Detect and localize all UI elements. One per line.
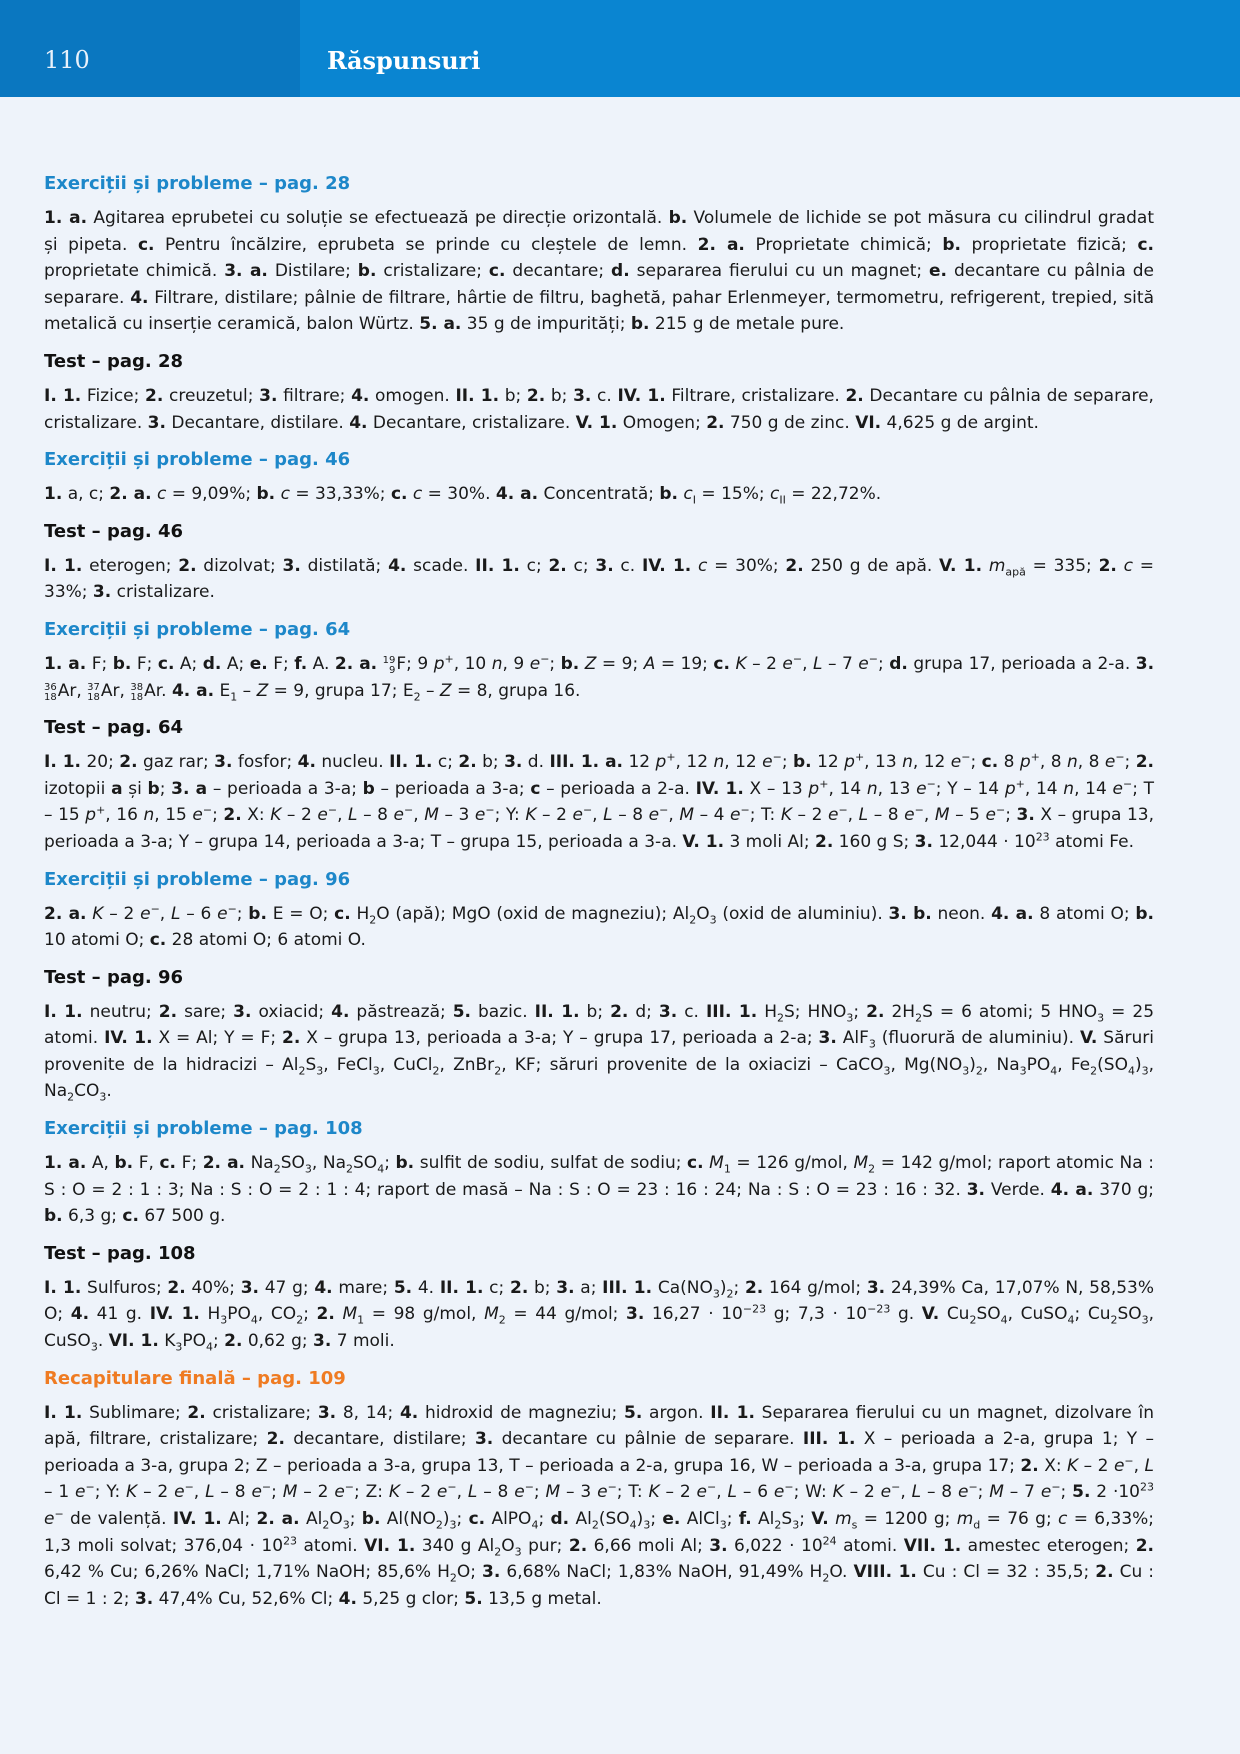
section-heading: Test – pag. 28 <box>44 350 184 372</box>
section-answers: I. 1. Sulfuros; 2. 40%; 3. 47 g; 4. mare; 5. 4. II. 1. c; 2. b; 3. a; III. 1. $Ca(NO_3)_2$; 2. 164 g/mol; 3. 24,39% Ca, 17,07% N, 58,53% O; 4. 41 g. IV. 1. $H_3PO_4$, $CO_2$; 2. $M_1 = 98$ g/mol, $M_2 = 44$ g/mol; 3. $16,27 \cdot 10^{-23}$ g; $7,3 \cdot 10^{-23}$ g. V. $Cu_2SO_4$, CuSO$_4$; $Cu_2SO_3$, CuSO$_3$. VI. 1. $K_3PO_4$; 2. 0,62 g; 3. 7 moli. <box>44 1277 1155 1354</box>
section-answers: 1. a, c; 2. a. c = 9,09%; b. c = 33,33%; c. c = 30%. 4. a. Concentrată; b. $c_I = 15\%$; $c_{II} = 22,72\%$. <box>44 484 882 507</box>
answer-section <box>44 172 1154 338</box>
section-heading: Exerciții și probleme – pag. 28 <box>44 173 351 194</box>
page-number-block <box>0 0 300 97</box>
answer-section <box>44 716 1154 855</box>
section-heading: Exerciții și probleme – pag. 96 <box>44 868 351 890</box>
section-heading: Test – pag. 46 <box>44 520 184 542</box>
page-number: 110 <box>44 46 90 74</box>
answer-section <box>44 868 1154 954</box>
answer-section <box>44 618 1154 704</box>
section-answers: 1. a. F; b. F; c. A; d. A; e. F; f. A. 2. a. 19 9 F; 9 p+, 10 n, 9 e−; b. Z = 9; A = 19; c. K – 2 e−, L – 7 e−; d. grupa 17, perioada a 2-a. 3. 36 18 Ar, 37 18 Ar, 38 18 Ar. 4. a. $E_1 - Z = 9$, grupa 17; $E_2 - Z = 8$, grupa 16. <box>44 652 1155 703</box>
section-heading: Test – pag. 96 <box>44 966 184 988</box>
section-answers: 2. a. K – 2 e−, L – 6 e−; b. E = O; c. $H_2O$ (apă); MgO (oxid de magneziu); $Al_2O_3$ (oxid de aluminiu). 3. b. neon. 4. a. 8 atomi O; b. 10 atomi O; c. 28 atomi O; 6 atomi O. <box>44 901 1155 951</box>
section-heading: Exerciții și probleme – pag. 64 <box>44 618 351 640</box>
answer-section <box>44 1242 1154 1355</box>
section-heading: Exerciții și probleme – pag. 46 <box>44 449 351 471</box>
section-heading: Test – pag. 108 <box>44 1242 196 1264</box>
answer-section <box>44 966 1154 1105</box>
section-answers: I. 1. Sublimare; 2. cristalizare; 3. 8, 14; 4. hidroxid de magneziu; 5. argon. II. 1. Separarea fierului cu un magnet, dizolvare în apă, filtrare, cristalizare; 2. decantare, distilare; 3. decantare cu pâlnie de separare. III. 1. X – perioada a 2-a, grupa 1; Y – perioada a 3-a, grupa 2; Z – perioada a 3-a, grupa 13, T – perioada a 2-a, grupa 16, W – perioada a 3-a, grupa 17; 2. X: K – 2 e−, L – 1 e−; Y: K – 2 e−, L – 8 e−; M – 2 e−; Z: K – 2 e−, L – 8 e−; M – 3 e−; T: K – 2 e−, L – 6 e−; W: K – 2 e−, L – 8 e−; M – 7 e−; 5. $2 \cdot 10^{23}$ e− de valență. IV. 1. Al; 2. a. $Al_2O_3$; b. $Al(NO_2)_3$; c. AlPO$_4$; d. $Al_2(SO_4)_3$; e. AlCl$_3$; f. $Al_2S_3$; V. $m_s = 1200$ g; $m_d = 76$ g; c = 6,33%; 1,3 moli solvat; $376,04 \cdot 10^{23}$ atomi. VI. 1. 340 g $Al_2O_3$ pur; 2. 6,66 moli Al; 3. $6,022 \cdot 10^{24}$ atomi. VII. 1. amestec eterogen; 2. 6,42 % Cu; 6,26% NaCl; 1,71% NaOH; 85,6% $H_2O$; 3. 6,68% NaCl; 1,83% NaOH, 91,49% $H_2O$. VIII. 1. Cu : Cl = 32 : 35,5; 2. Cu : Cl = 1 : 2; 3. 47,4% Cu, 52,6% Cl; 4. 5,25 g clor; 5. 13,5 g metal. <box>44 1402 1155 1609</box>
answer-section <box>44 1117 1154 1230</box>
answer-section <box>44 520 1154 606</box>
page-header <box>0 0 1240 97</box>
page-title: Răspunsuri <box>327 46 481 75</box>
section-heading: Recapitulare finală – pag. 109 <box>44 1367 346 1389</box>
answer-section <box>44 350 1154 436</box>
section-heading: Exerciții și probleme – pag. 108 <box>44 1118 363 1140</box>
section-answers: I. 1. neutru; 2. sare; 3. oxiacid; 4. păstrează; 5. bazic. II. 1. b; 2. d; 3. c. III. 1. $H_2S$; $HNO_3$; 2. $2H_2S = 6$ atomi; 5 $HNO_3 = 25$ atomi. IV. 1. X = Al; Y = F; 2. X – grupa 13, perioada a 3-a; Y – grupa 17, perioada a 2-a; 3. AlF$_3$ (fluorură de aluminiu). V. Săruri provenite de la hidracizi – $Al_2S_3$, FeCl$_3$, CuCl$_2$, ZnBr$_2$, KF; săruri provenite de la oxiacizi – CaCO$_3$, $Mg(NO_3)_2$, $Na_3PO_4$, $Fe_2(SO_4)_3$, $Na_2CO_3$. <box>44 1001 1155 1104</box>
section-answers: I. 1. 20; 2. gaz rar; 3. fosfor; 4. nucleu. II. 1. c; 2. b; 3. d. III. 1. a. 12 p+, 12 n, 12 e−; b. 12 p+, 13 n, 12 e−; c. 8 p+, 8 n, 8 e−; 2. izotopii a și b; 3. a – perioada a 3-a; b – perioada a 3-a; c – perioada a 2-a. IV. 1. X – 13 p+, 14 n, 13 e−; Y – 14 p+, 14 n, 14 e−; T – 15 p+, 16 n, 15 e−; 2. X: K – 2 e−, L – 8 e−, M – 3 e−; Y: K – 2 e−, L – 8 e−, M – 4 e−; T: K – 2 e−, L – 8 e−, M – 5 e−; 3. X – grupa 13, perioada a 3-a; Y – grupa 14, perioada a 3-a; T – grupa 15, perioada a 3-a. V. 1. 3 moli Al; 2. 160 g S; 3. $12,044 \cdot 10^{23}$ atomi Fe. <box>44 750 1155 852</box>
section-answers: I. 1. Fizice; 2. creuzetul; 3. filtrare; 4. omogen. II. 1. b; 2. b; 3. c. IV. 1. Filtrare, cristalizare. 2. Decantare cu pâlnia de separare, cristalizare. 3. Decantare, distilare. 4. Decantare, cristalizare. V. 1. Omogen; 2. 750 g de zinc. VI. 4,625 g de argint. <box>44 385 1154 433</box>
section-answers: I. 1. eterogen; 2. dizolvat; 3. distilată; 4. scade. II. 1. c; 2. c; 3. c. IV. 1. c = 30%; 2. 250 g de apă. V. 1. $m_{apă} = 335$; 2. c = 33%; 3. cristalizare. <box>44 555 1154 603</box>
answers-content <box>44 172 1154 1624</box>
answer-section <box>44 1367 1154 1613</box>
answer-section <box>44 448 1154 508</box>
section-answers: 1. a. Agitarea eprubetei cu soluție se efectuează pe direcție orizontală. b. Volumele de lichide se pot măsura cu cilindrul gradat și pipeta. c. Pentru încălzire, eprubeta se prinde cu cleștele de lemn. 2. a. Proprietate chimică; b. proprietate fizică; c. proprietate chimică. 3. a. Distilare; b. cristalizare; c. decantare; d. separarea fierului cu un magnet; e. decantare cu pâlnia de separare. 4. Filtrare, distilare; pâlnie de filtrare, hârtie de filtru, baghetă, pahar Erlenmeyer, termometru, refrigerent, trepied, sită metalică cu inserție ceramică, balon Würtz. 5. a. 35 g de impurități; b. 215 g de metale pure. <box>44 208 1154 335</box>
section-heading: Test – pag. 64 <box>44 717 184 739</box>
section-answers: 1. a. A, b. F, c. F; 2. a. $Na_2SO_3$, $Na_2SO_4$; b. sulfit de sodiu, sulfat de sodiu; c. $M_1 = 126$ g/mol, $M_2 = 142$ g/mol; raport atomic Na : S : O = 2 : 1 : 3; Na : S : O = 2 : 1 : 4; raport de masă – Na : S : O = 23 : 16 : 24; Na : S : O = 23 : 16 : 32. 3. Verde. 4. a. 370 g; b. 6,3 g; c. 67 500 g. <box>44 1153 1154 1227</box>
